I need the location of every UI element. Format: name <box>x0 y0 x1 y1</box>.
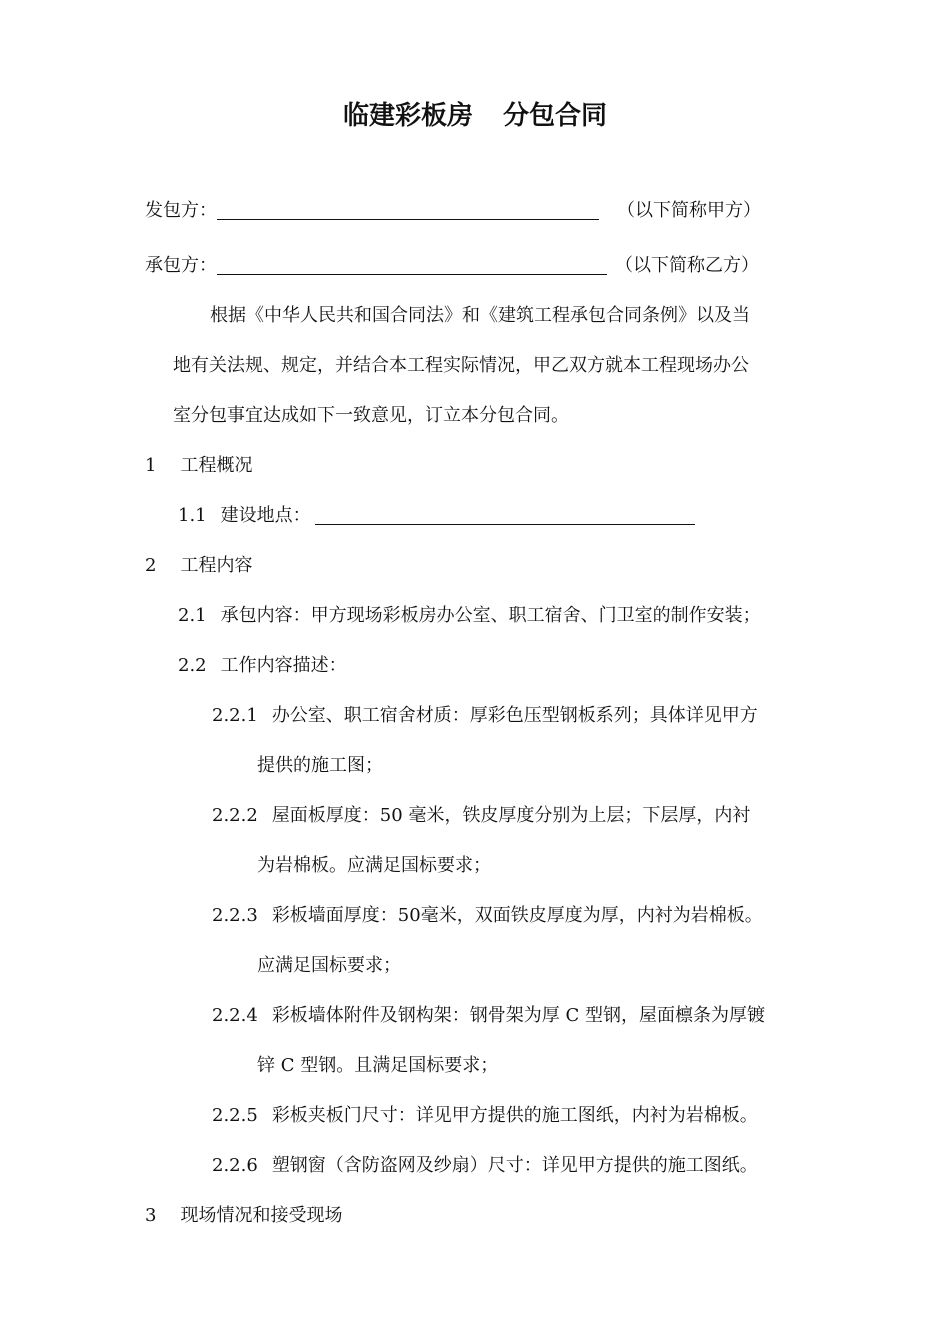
employer-suffix: （以下简称甲方） <box>617 200 761 221</box>
site-location-blank <box>315 504 695 525</box>
item-2-2-3 <box>212 904 763 928</box>
item-number: 2.2.6 <box>212 1155 258 1176</box>
item-text: 塑钢窗（含防盗网及纱扇）尺寸：详见甲方提供的施工图纸。 <box>271 1155 758 1176</box>
item-text: 彩板墙体附件及钢构架：钢骨架为厚 C 型钢，屋面檩条为厚镀 <box>271 1005 766 1026</box>
clause-1-1 <box>178 504 695 528</box>
contractor-line <box>145 254 759 278</box>
item-2-2-4-continuation: 锌 C 型钢。且满足国标要求； <box>257 1055 499 1076</box>
preamble-line-3: 室分包事宜达成如下一致意见，订立本分包合同。 <box>173 405 569 426</box>
section-1-number: 1 <box>145 455 157 476</box>
item-2-2-3-continuation: 应满足国标要求； <box>257 955 401 976</box>
contractor-blank <box>217 254 607 275</box>
item-text: 彩板墙面厚度：50毫米，双面铁皮厚度为厚，内衬为岩棉板。 <box>271 905 763 926</box>
preamble-line-1: 根据《中华人民共和国合同法》和《建筑工程承包合同条例》以及当 <box>210 305 750 326</box>
document-title <box>0 98 950 134</box>
section-2-heading <box>145 554 252 578</box>
item-2-2-5 <box>212 1104 758 1128</box>
item-2-2-2 <box>212 804 750 828</box>
item-text: 屋面板厚度：50 毫米，铁皮厚度分别为上层；下层厚，内衬 <box>271 805 751 826</box>
contractor-suffix: （以下简称乙方） <box>615 255 759 276</box>
section-3-title: 现场情况和接受现场 <box>180 1205 343 1226</box>
item-2-2-6 <box>212 1154 758 1178</box>
item-number: 2.2.2 <box>212 805 258 826</box>
employer-blank <box>217 199 599 220</box>
item-number: 2.2.4 <box>212 1005 258 1026</box>
item-number: 2.2.3 <box>212 905 258 926</box>
title-part-1: 临建彩板房 <box>342 101 473 131</box>
section-1-title: 工程概况 <box>180 455 253 476</box>
item-2-2-4 <box>212 1004 765 1028</box>
title-part-2: 分包合同 <box>503 101 608 131</box>
clause-1-1-text: 建设地点： <box>220 505 311 526</box>
clause-2-1 <box>178 604 761 628</box>
item-number: 2.2.1 <box>212 705 258 726</box>
clause-2-2-number: 2.2 <box>178 655 207 676</box>
preamble-line-2: 地有关法规、规定，并结合本工程实际情况，甲乙双方就本工程现场办公 <box>173 355 749 376</box>
section-3-heading <box>145 1204 342 1228</box>
clause-1-1-number: 1.1 <box>178 505 207 526</box>
clause-2-2 <box>178 654 347 678</box>
clause-2-1-number: 2.1 <box>178 605 207 626</box>
item-2-2-1 <box>212 704 758 728</box>
item-text: 办公室、职工宿舍材质：厚彩色压型钢板系列；具体详见甲方 <box>271 705 758 726</box>
section-2-title: 工程内容 <box>180 555 253 576</box>
clause-2-2-text: 工作内容描述： <box>220 655 347 676</box>
contractor-label: 承包方： <box>145 255 217 276</box>
employer-label: 发包方： <box>145 200 217 221</box>
section-2-number: 2 <box>145 555 157 576</box>
section-1-heading <box>145 454 252 478</box>
section-3-number: 3 <box>145 1205 157 1226</box>
item-2-2-2-continuation: 为岩棉板。应满足国标要求； <box>257 855 491 876</box>
item-2-2-1-continuation: 提供的施工图； <box>257 755 383 776</box>
clause-2-1-text: 承包内容：甲方现场彩板房办公室、职工宿舍、门卫室的制作安装； <box>220 605 761 626</box>
item-number: 2.2.5 <box>212 1105 258 1126</box>
employer-line <box>145 199 761 223</box>
item-text: 彩板夹板门尺寸：详见甲方提供的施工图纸，内衬为岩棉板。 <box>271 1105 758 1126</box>
